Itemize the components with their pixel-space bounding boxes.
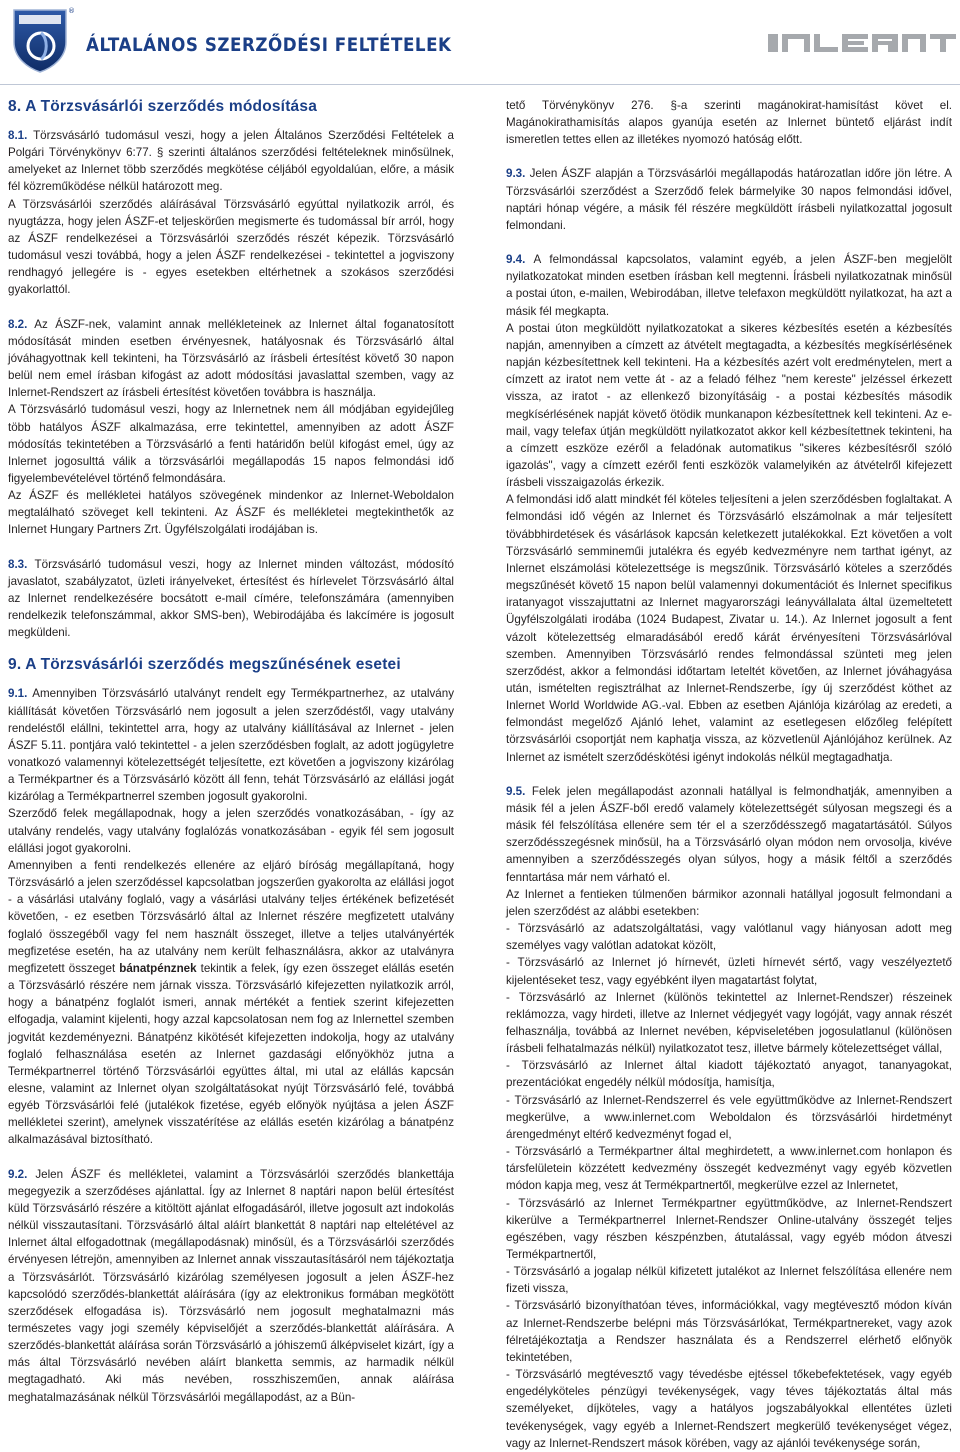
bullet-item: - Törzsvásárló az Inlernet (különös tekintettel az Inlernet-Rendszer) részeinek reklámozza, vagy hirdeti, illetve az Inlernet védjegyét vagy logóját, vagy annak részét felhasználja, továbbá az Inlernet nevében, képviseletében jogosulatlanul (különösen írásbeli felhatalmazás nélkül) nyilatkozatot tesz, illetve bármely kötelezettséget vállal, [506, 990, 952, 1056]
paragraph-9-1 [8, 685, 454, 805]
clause-text: Jelen ÁSZF alapján a Törzsvásárlói megállapodás határozatlan időre jön létre. A Törzsvásárlói szerződést a Szerződő felek bármelyike 30 napos felmondási idővel, naptári hónap végére, a másik fél részére megküldött írásbeli nyilatkozattal jogosult felmondani. [506, 167, 952, 232]
inlernet-wordmark-logo [768, 30, 956, 56]
paragraph-9-4-b: A postai úton megküldött nyilatkozatokat a sikeres kézbesítés esetén a kézbesítés napján, amennyiben a címzett az átvételt megtagadta, a kézbesítés megkísérlésének napján kézbesítettnek kell tekinteni. Ha a kézbesítés azért volt eredménytelen, mert a címzett az iratot nem vette át - az a feladó félhez "nem kereste" jelzéssel érkezett vissza, az iratot - az ellenkező bizonyításáig - a postai kézbesítés második megkísérlésének napját követő ötödik munkanapon kézbesítettnek kell tekinteni. Az e-mail, vagy telefax útján megküldött nyilatkozatot akkor kell kézbesítettnek tekinteni, ha a címzett eszköze ezéről a feladónak automatikus "sikeres kézbesítésről szóló igazolás", vagy a címzett ezéről fenti eszközök valamelyikén az átvételről kifejezett írásbeli visszaigazolás érkezik. [506, 321, 952, 490]
clause-number: 9.1. [8, 687, 28, 701]
paragraph-9-2-continued: tető Törvénykönyv 276. §-a szerinti magánokirat-hamisítást követ el. Magánokirathamisítás alapos gyanúja esetén az Inlernet büntető eljárást indít ismeretlen tettes ellen az illetékes nyomozó hatóság előtt. [506, 99, 952, 147]
bold-term: bánatpénznek [119, 961, 197, 975]
clause-text: Amennyiben Törzsvásárló utalványt rendelt egy Termékpartnerhez, az utalvány kiállítását követően Törzsvásárló nem jogosult a jelen szerződéstől, vagy utalvány rendeléstől elállni, tekintettel arra, hogy az utalvány kiállításával az Inlernet - jelen ÁSZF 5.11. pontjára való tekintettel - a jelen szerződésben foglalt, az adott jogügyletre vonatkozó valamennyi kötelezettségét teljesítette, ezt követően a jogviszony kizárólag a Termékpartner és a Törzsvásárló között áll fenn, tehát Törzsvásárló az elállási jogát kizárólag a Termékpartnerrel szemben jogosult gyakorolni. [8, 687, 454, 804]
clause-text: Jelen ÁSZF és mellékletei, valamint a Törzsvásárlói szerződés blankettája megegyezik a szerződéses ajánlattal. Így az Inlernet 8 naptári napon belül értesítést küld Törzsvásárló részére a kitöltött ajánlat elfogadásáról, illetve jogosult azt indokolás nélkül visszautasítani. Törzsvásárló által aláírt blankettát 8 naptári nap eltelétével az Inlernet által elfogadottnak (megállapodásnak) minősül, és a Törzsvásárlói szerződés érvényesen létrejön, amennyiben az Inlernet annak visszautasításáról nem tájékoztatja a Törzsvásárlót. Törzsvásárló kizárólag személyesen jogosult a jelen ÁSZF-hez kapcsolódó szerződés-blankettát aláírására (így az elektronikus formában megkötött szerződések elfogadása is). Törzsvásárló nem jogosult meghatalmazni más természetes vagy jogi személy képviselőjét a szerződés-blankettát aláírására. A szerződés-blankettát aláírása során Törzsvásárló a jóhiszemű álképviselet kizárt, így a más által Törzsvásárló nevében aláírt blanketta semmis, az harmadik nélkül megtagadható. Aki más nevében, rosszhiszeműen, annak aláírása meghatalmazásának nélkül Törzsvásárlói megállapodást, az a Bün- [8, 1167, 454, 1404]
clause-text: Amennyiben a fenti rendelkezés ellenére az eljáró bíróság megállapítaná, hogy Törzsvásárló a jelen szerződéssel kapcsolatban jogszerűen gyakorolta az elállási jogot - a vásárlási utalvány foglaló, vagy a vásárlási utalvány teljes értékének befizetését követően, - ez esetben Törzsvásárló által az Inlernet részére megfizetett utalvány foglaló összegéből vagy fel nem használt összeget, illetve a teljes utalványérték megfizetése esetén, ha az utalvány nem került felhasználásra, akkor az utalványra megfizetett összeget [8, 858, 454, 975]
bullet-item: - Törzsvásárló a jogalap nélkül kifizetett jutalékot az Inlernet felszólítása ellenére nem fizeti vissza, [506, 1265, 952, 1296]
clause-text: Törzsvásárló tudomásul veszi, hogy az Inlernet minden változást, módosító javaslatot, szabályzatot, üzleti irányelveket, értesítést és hírlevelet Törzsvásárló által az Inlernet rendelkezésére bocsátott e-mail címére, telefonszámára (amennyiben rendelkezik telefonszámmal, akkor SMS-ben), Webirodájába és lakcímére is jogosult megküldeni. [8, 557, 454, 640]
paragraph-9-5-b: Az Inlernet a fentieken túlmenően bármikor azonnali hatállyal jogosult felmondani a jelen szerződést az alábbi esetekben: [506, 887, 952, 918]
clause-text: tekintik a felek, így ezen összeget elállás esetén a Törzsvásárló részére nem járnak vissza. Törzsvásárló kifejezetten nyilatkozik arról, hogy a bánatpénz foglalót ismeri, annak mértékét a fentiek szerint kifejezetten elfogadja, valamint kijelenti, hogy azzal kapcsolatosan nem fog az Inlernettel szemben jogvitát kezdeményezni. Bánatpénz kikötését kifejezetten indokolja, hogy az utalvány foglaló felhasználása esetén az Inlernet gazdasági előnyökhöz jutna a Termékpartnerrel történő Törzsvásárlói együttes által, mi utal az elállás kapcsán elesne, valamint az Inlernet olyan szolgáltatásokat nyújt Törzsvásárló felé, továbbá egyéb Törzsvásárlói felé (jutalékok fizetése, egyéb előnyök nyújtása a jelen ÁSZF mellékletei szerint), amelynek visszatérítése az elállás esetén kizárólag a bánatpénz alkalmazásával biztosítható. [8, 961, 454, 1147]
clause-number: 9.3. [506, 167, 526, 181]
paragraph-8-1-b: A Törzsvásárlói szerződés aláírásával Törzsvásárló egyúttal nyilatkozik arról, és nyugtázza, hogy jelen ÁSZF-et teljeskörűen megismerte és tudomással bír arról, hogy az ÁSZF rendelkezései a Törzsvásárlói szerződés részét képezik. Törzsvásárló tudomásul veszi továbbá, hogy a jelen ÁSZF rendelkezései - tekintettel a jogviszony rendhagyó jellegére is - egyes esetekben eltérhetnek a szokásos szerződési gyakorlattól. [8, 197, 454, 297]
clause-number: 8.1. [8, 129, 28, 142]
clause-text: Felek jelen megállapodást azonnali hatállyal is felmondhatják, amennyiben a másik fél a jelen ÁSZF-ből eredő valamely kötelezettségét súlyosan megszegi és a másik fél felszólítása ellenére sem tér el a szerződésszegő magatartásától. Súlyos szerződésszegésnek minősül, ha a Törzsvásárló olyan módon nem orvosolja, kivéve amennyiben a szerződésszegés olyan súlyos, hogy a másik féltől a szerződés fenntartása már nem várható el. [506, 784, 952, 884]
bullet-item: - Törzsvásárló megtévesztő vagy tévedésbe ejtéssel tőkebefektetések, vagy egyéb engedélyköteles pénzügyi tevékenységek, vagy téves tájékoztatás által más személyeket, díjköteles, vagy a hatályos jogszabályokkal ellentétes üzleti tevékenységek, vagy egyéb a Inlernet-Rendszert megkerülő tevékenységet végez, vagy az Inlernet-Rendszert mások körében, vagy az ajánlói tevékenysége során, [506, 1368, 952, 1450]
section-8-title: 8. A Törzsvásárlói szerződés módosítása [8, 98, 318, 115]
bullet-item: - Törzsvásárló a Termékpartner által meghirdetett, a www.inlernet.com honlapon és társfelületein közzétett kedvezmény összegét kedvezményt vagy egyéb közvetlen módon kapja meg, vesz át Termékpartnertől, megkerülve ezzel az Inlernetet, [506, 1145, 952, 1193]
paragraph-8-3 [8, 556, 454, 642]
document-title: ÁLTALÁNOS SZERZŐDÉSI FELTÉTELEK [86, 34, 452, 56]
paragraph-9-1-b: Szerződő felek megállapodnak, hogy a jelen szerződés vonatkozásában, - így az utalvány rendelés, vagy utalvány foglalózás vonatkozásában - egyik fél sem jogosult elállási jogot gyakorolni. [8, 807, 454, 855]
svg-text:®: ® [68, 7, 75, 15]
clause-number: 8.3. [8, 557, 28, 571]
paragraph-9-2 [8, 1166, 454, 1406]
header-divider [0, 84, 960, 85]
bullet-item: - Törzsvásárló az adatszolgáltatási, vagy valótlanul vagy hiányosan adott meg személyes vagy valótlan adatokat közölt, [506, 922, 952, 953]
left-column [8, 97, 454, 1406]
clause-number: 9.2. [8, 1167, 28, 1181]
paragraph-9-1-c [8, 857, 454, 1149]
inlernet-shield-logo [8, 4, 74, 74]
paragraph-9-3 [506, 165, 952, 234]
bullet-item: - Törzsvásárló az Inlernet-Rendszerrel és vele együttműködve az Inlernet-Rendszert megkerülve, a www.inlernet.com Weboldalon és törzsvásárlói hirdetményt árengedményt eltérő kedvezményt fogad el, [506, 1093, 952, 1141]
bullet-item: - Törzsvásárló az Inlernet jó hírnevét, üzleti hírnevét sértő, vagy veszélyeztető kijelentéseket tesz, vagy egyébként ilyen magatartást folytat, [506, 956, 952, 987]
paragraph-9-5 [506, 783, 952, 886]
clause-number: 8.2. [8, 317, 28, 331]
section-9-title: 9. A Törzsvásárlói szerződés megszűnésének esetei [8, 656, 401, 674]
right-column [506, 97, 952, 1452]
paragraph-9-4 [506, 251, 952, 320]
paragraph-8-2 [8, 316, 454, 402]
bullet-item: - Törzsvásárló az Inlernet Termékpartner együttműködve, az Inlernet-Rendszert kikerülve a Termékpartnerrel Inlernet-Rendszer Online-utalvány összegét teljes egészében, vagy részben készpénzben, átutalással, vagy egyéb módon átveszi Termékpartnertől, [506, 1196, 952, 1261]
paragraph-8-1 [8, 127, 454, 196]
clause-number: 9.5. [506, 784, 526, 798]
paragraph-8-2-c: Az ÁSZF és mellékletei hatályos szövegének mindenkor az Inlernet-Weboldalon megtalálható szöveget kell tekinteni. Az ÁSZF és mellékletei megtekinthetők az Inlernet Hungary Partners Zrt. Ügyfélszolgálati irodájában is. [8, 489, 454, 537]
clause-text: A felmondással kapcsolatos, valamint egyéb, a jelen ÁSZF-ben megjelölt nyilatkozatokat minden esetben írásban kell megtenni. Írásbeli nyilatkozatnak minősül a postai úton, e-mailen, Webirodában, illetve telefaxon megküldött nyilatkozat, ha azt a másik fél megkapta. [506, 253, 952, 318]
clause-number: 9.4. [506, 253, 526, 267]
paragraph-8-2-b: A Törzsvásárló tudomásul veszi, hogy az Inlernetnek nem áll módjában egyidejűleg több hatályos ÁSZF alkalmazása, erre tekintettel, amennyiben az adott ÁSZF módosítás tekintetében a Törzsvásárló a fenti határidőn belül kifogást emel, úgy az Inlernet jogosulttá válik a törzsvásárlói megállapodás 15 napos felmondási idő figyelembevételével történő felmondására. [8, 403, 454, 485]
bullet-item: - Törzsvásárló az Inlernet által kiadott tájékoztató anyagot, tananyagokat, prezentációkat engedély nélkül módosítja, hamisítja, [506, 1059, 952, 1090]
page-header [0, 0, 960, 85]
paragraph-9-4-c: A felmondási idő alatt mindkét fél köteles teljesíteni a jelen szerződésben foglaltakat. A felmondási idő végén az Inlernet és Törzsvásárló elszámolnak a már teljesített tövábbhirdetések és vásárlások kapcsán keletkezett jutalékokkal. Ezt követően a volt Törzsvásárló semmineműi jutalékra és egyéb kedvezményre nem tarthat igényt, az Inlernet elszámolási kötelezettsége is megszűnik. Törzsvásárló köteles a szerződés megszűnését követő 15 napon belül valamennyi dokumentációt és Inlernet specifikus iratanyagot visszajuttatni az Inlernet magyarországi leányvállalata által üzemeltetett Ügyfélszolgálati irodába (1024 Budapest, Zivatar u. 14.). Az Inlernet jogosult a fent vázolt kötelezettség elmaradásából eredő kárát érvényesíteni Törzsvásárlóval szemben. Amennyiben Törzsvásárló rendes felmondással szünteti meg jelen szerződést, akkor a felmondási időtartam leteltét követően, az Inlernet jóváhagyása után, ismételten regisztrálhat az Inlernet-Rendszerbe, így új szerződést köthet az Inlernet World Worldwide AG.-val. Ebben az esetben Ajánlója kizárólag az eredeti, a felmondást megelőző Ajánló lehet, valamint az esetlegesen előzőleg felépített törzsvásárlói csoportját nem kaphatja vissza, az közvetlenül Ajánlójához kerülnek. Az Inlernet az ismételt szerződéskötési igényt indokolás nélkül megtagadhatja. [506, 493, 952, 764]
bullet-item: - Törzsvásárló bizonyíthatóan téves, információkkal, vagy megtévesztő módon kíván az Inlernet-Rendszerbe belépni más Törzsvásárlókat, Termékpartnereket, vagy azok félretájékoztatja a Rendszer használata és a Rendszerrel elérhető előnyök tekintetében, [506, 1299, 952, 1364]
clause-text: Törzsvásárló tudomásul veszi, hogy a jelen Általános Szerződési Feltételek a Polgári Törvénykönyv 6:77. § szerinti általános szerződési feltételeknek minősülnek, amelyeket az Inlernet több szerződés megkötése céljából egyoldalúan, előre, a másik fél közreműködése nélkül határozott meg. [8, 129, 454, 194]
clause-text: Az ÁSZF-nek, valamint annak mellékleteinek az Inlernet által foganatosított módosítását minden esetben érvényesnek, hatályosnak és Törzsvásárló által jóváhagyottnak kell tekinteni, ha Törzsvásárló az írásbeli értesítést követő 30 napon belül nem emel írásban kifogást az adott módosítási javaslattal szemben, vagy az Inlernet-Rendszert az írásbeli értesítést követően továbbra is használja. [8, 317, 454, 400]
